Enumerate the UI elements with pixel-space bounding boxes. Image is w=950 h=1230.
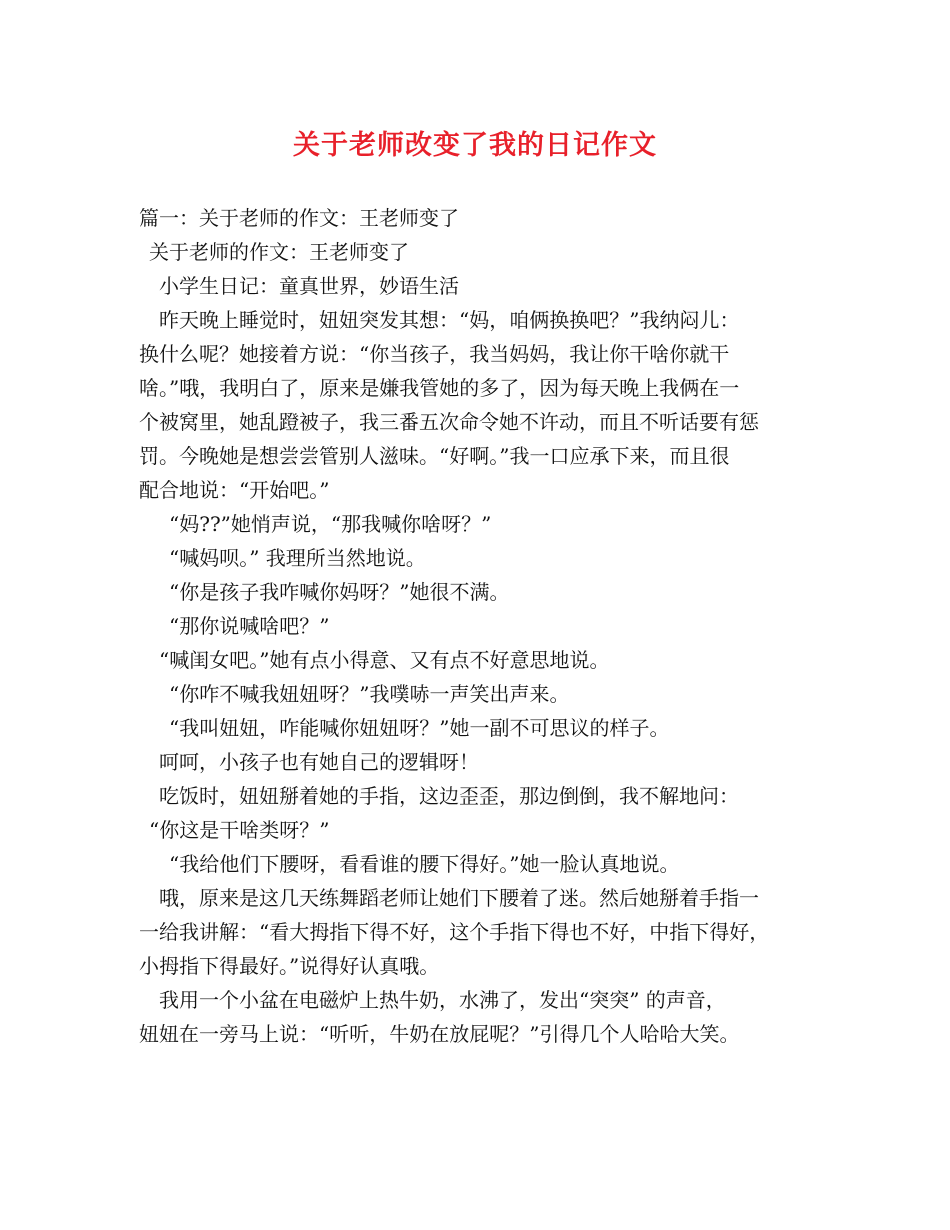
paragraph-line: 小拇指下得最好。”说得好认真哦。 (139, 954, 440, 978)
dialogue-line: “你这是干啥类呀？” (149, 818, 330, 842)
paragraph-line: 一给我讲解：“看大拇指下得不好，这个手指下得也不好，中指下得好， (139, 920, 770, 944)
section-heading: 篇一：关于老师的作文：王老师变了 (139, 206, 459, 230)
document-body (139, 201, 829, 1051)
paragraph-line: 我用一个小盆在电磁炉上热牛奶，水沸了，发出“突突” 的声音， (159, 988, 726, 1012)
dialogue-line: “我叫妞妞，咋能喊你妞妞呀？”她一副不可思议的样子。 (169, 716, 670, 740)
dialogue-line: “你咋不喊我妞妞呀？”我噗哧一声笑出声来。 (169, 682, 570, 706)
paragraph-line: 换什么呢？她接着方说：“你当孩子，我当妈妈，我让你干啥你就干 (139, 342, 730, 366)
paragraph-line: 吃饭时，妞妞掰着她的手指，这边歪歪，那边倒倒，我不解地问： (159, 784, 739, 808)
dialogue-line: “那你说喊啥吧？” (169, 614, 330, 638)
paragraph-line: 配合地说：“开始吧。” (139, 478, 330, 502)
document-title: 关于老师改变了我的日记作文 (293, 130, 657, 161)
paragraph-line: 啥。”哦，我明白了，原来是嫌我管她的多了，因为每天晚上我俩在一 (139, 376, 740, 400)
paragraph-line: 昨天晚上睡觉时，妞妞突发其想：“妈，咱俩换换吧？”我纳闷儿： (159, 308, 740, 332)
subtitle-line: 小学生日记：童真世界，妙语生活 (159, 274, 459, 298)
dialogue-line: “喊妈呗。” 我理所当然地说。 (169, 546, 426, 570)
paragraph-line: 呵呵，小孩子也有她自己的逻辑呀！ (159, 750, 479, 774)
paragraph-line: 妞妞在一旁马上说：“听听，牛奶在放屁呢？”引得几个人哈哈大笑。 (139, 1022, 740, 1046)
dialogue-line: “你是孩子我咋喊你妈呀？”她很不满。 (169, 580, 510, 604)
paragraph-line: 罚。今晚她是想尝尝管别人滋味。“好啊。”我一口应承下来，而且很 (139, 444, 730, 468)
paragraph-line: 个被窝里，她乱蹬被子，我三番五次命令她不许动，而且不听话要有惩 (139, 410, 759, 434)
dialogue-line: “我给他们下腰呀，看看谁的腰下得好。”她一脸认真地说。 (169, 852, 680, 876)
dialogue-line: “妈??”她悄声说，“那我喊你啥呀？” (169, 512, 492, 536)
dialogue-line: “喊闺女吧。”她有点小得意、又有点不好意思地说。 (159, 648, 610, 672)
paragraph-line: 哦，原来是这几天练舞蹈老师让她们下腰着了迷。然后她掰着手指一 (159, 886, 759, 910)
article-heading: 关于老师的作文：王老师变了 (149, 240, 409, 264)
